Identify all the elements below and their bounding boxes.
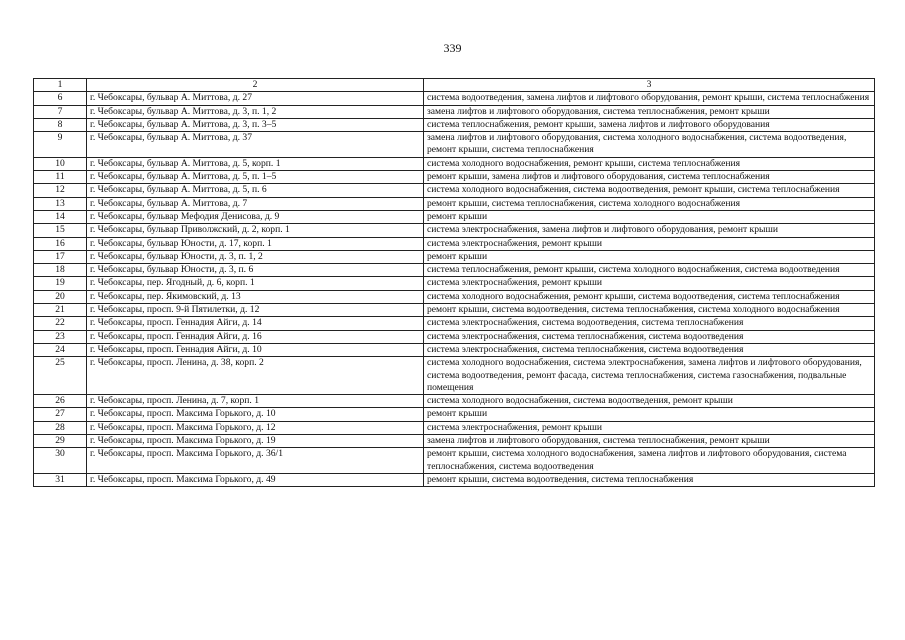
row-number: 14 bbox=[34, 210, 87, 223]
row-address: г. Чебоксары, просп. Максима Горького, д. 19 bbox=[87, 435, 424, 448]
row-address: г. Чебоксары, просп. Максима Горького, д. 36/1 bbox=[87, 448, 424, 474]
table-row bbox=[34, 157, 875, 170]
table-row bbox=[34, 357, 875, 395]
table-row bbox=[34, 250, 875, 263]
row-number: 11 bbox=[34, 171, 87, 184]
row-number: 8 bbox=[34, 118, 87, 131]
table-row bbox=[34, 304, 875, 317]
row-works: замена лифтов и лифтового оборудования, система холодного водоснабжения, система водоотведения, ремонт крыши, система теплоснабжения bbox=[424, 132, 875, 158]
row-works: система холодного водоснабжения, ремонт крыши, система теплоснабжения bbox=[424, 157, 875, 170]
table-row bbox=[34, 448, 875, 474]
row-works: система электроснабжения, ремонт крыши bbox=[424, 277, 875, 290]
row-address: г. Чебоксары, бульвар А. Миттова, д. 7 bbox=[87, 197, 424, 210]
row-address: г. Чебоксары, просп. Максима Горького, д. 10 bbox=[87, 408, 424, 421]
row-number: 19 bbox=[34, 277, 87, 290]
row-number: 15 bbox=[34, 224, 87, 237]
works-table bbox=[33, 78, 875, 487]
row-address: г. Чебоксары, просп. Ленина, д. 38, корп. 2 bbox=[87, 357, 424, 395]
table-row bbox=[34, 395, 875, 408]
table-row bbox=[34, 118, 875, 131]
row-number: 12 bbox=[34, 184, 87, 197]
table-row bbox=[34, 184, 875, 197]
row-address: г. Чебоксары, бульвар Приволжский, д. 2, корп. 1 bbox=[87, 224, 424, 237]
header-row bbox=[34, 79, 875, 92]
table-row bbox=[34, 197, 875, 210]
row-address: г. Чебоксары, бульвар А. Миттова, д. 5, п. 6 bbox=[87, 184, 424, 197]
row-number: 27 bbox=[34, 408, 87, 421]
row-address: г. Чебоксары, просп. Максима Горького, д. 12 bbox=[87, 421, 424, 434]
row-number: 18 bbox=[34, 264, 87, 277]
row-number: 30 bbox=[34, 448, 87, 474]
row-address: г. Чебоксары, просп. 9-й Пятилетки, д. 12 bbox=[87, 304, 424, 317]
row-address: г. Чебоксары, просп. Ленина, д. 7, корп. 1 bbox=[87, 395, 424, 408]
row-address: г. Чебоксары, бульвар А. Миттова, д. 27 bbox=[87, 92, 424, 105]
row-number: 9 bbox=[34, 132, 87, 158]
table-row bbox=[34, 237, 875, 250]
row-address: г. Чебоксары, бульвар А. Миттова, д. 5, п. 1–5 bbox=[87, 171, 424, 184]
row-address: г. Чебоксары, бульвар Юности, д. 17, корп. 1 bbox=[87, 237, 424, 250]
row-number: 13 bbox=[34, 197, 87, 210]
row-works: ремонт крыши bbox=[424, 210, 875, 223]
row-number: 26 bbox=[34, 395, 87, 408]
row-number: 28 bbox=[34, 421, 87, 434]
table-row bbox=[34, 330, 875, 343]
row-number: 6 bbox=[34, 92, 87, 105]
row-address: г. Чебоксары, просп. Геннадия Айги, д. 10 bbox=[87, 343, 424, 356]
row-works: система электроснабжения, замена лифтов и лифтового оборудования, ремонт крыши bbox=[424, 224, 875, 237]
row-works: ремонт крыши, система теплоснабжения, система холодного водоснабжения bbox=[424, 197, 875, 210]
row-number: 29 bbox=[34, 435, 87, 448]
table-header bbox=[34, 79, 875, 92]
row-works: система холодного водоснабжения, система водоотведения, ремонт крыши, система теплоснабжения bbox=[424, 184, 875, 197]
row-works: ремонт крыши, система водоотведения, система теплоснабжения, система холодного водоснабжения bbox=[424, 304, 875, 317]
row-address: г. Чебоксары, пер. Якимовский, д. 13 bbox=[87, 290, 424, 303]
table-row bbox=[34, 408, 875, 421]
row-works: ремонт крыши bbox=[424, 408, 875, 421]
row-address: г. Чебоксары, бульвар А. Миттова, д. 3, п. 1, 2 bbox=[87, 105, 424, 118]
row-works: ремонт крыши bbox=[424, 250, 875, 263]
table-row bbox=[34, 210, 875, 223]
row-works: система электроснабжения, ремонт крыши bbox=[424, 237, 875, 250]
row-address: г. Чебоксары, просп. Геннадия Айги, д. 16 bbox=[87, 330, 424, 343]
row-works: система холодного водоснабжения, ремонт крыши, система водоотведения, система теплоснабжения bbox=[424, 290, 875, 303]
row-number: 17 bbox=[34, 250, 87, 263]
row-works: ремонт крыши, система холодного водоснабжения, замена лифтов и лифтового оборудования, система теплоснабжения, система водоотведения bbox=[424, 448, 875, 474]
row-number: 24 bbox=[34, 343, 87, 356]
table-row bbox=[34, 105, 875, 118]
row-number: 31 bbox=[34, 473, 87, 486]
row-number: 10 bbox=[34, 157, 87, 170]
row-works: система электроснабжения, система теплоснабжения, система водоотведения bbox=[424, 343, 875, 356]
row-works: ремонт крыши, система водоотведения, система теплоснабжения bbox=[424, 473, 875, 486]
row-address: г. Чебоксары, просп. Максима Горького, д. 49 bbox=[87, 473, 424, 486]
row-works: система теплоснабжения, ремонт крыши, замена лифтов и лифтового оборудования bbox=[424, 118, 875, 131]
row-address: г. Чебоксары, бульвар А. Миттова, д. 5, корп. 1 bbox=[87, 157, 424, 170]
table-row bbox=[34, 171, 875, 184]
table-row bbox=[34, 473, 875, 486]
row-works: замена лифтов и лифтового оборудования, система теплоснабжения, ремонт крыши bbox=[424, 435, 875, 448]
row-works: замена лифтов и лифтового оборудования, система теплоснабжения, ремонт крыши bbox=[424, 105, 875, 118]
table-row bbox=[34, 435, 875, 448]
table-row bbox=[34, 277, 875, 290]
row-number: 23 bbox=[34, 330, 87, 343]
row-number: 22 bbox=[34, 317, 87, 330]
table-row bbox=[34, 92, 875, 105]
row-address: г. Чебоксары, бульвар А. Миттова, д. 37 bbox=[87, 132, 424, 158]
row-works: система электроснабжения, ремонт крыши bbox=[424, 421, 875, 434]
row-works: система теплоснабжения, ремонт крыши, система холодного водоснабжения, система водоотведения bbox=[424, 264, 875, 277]
table-row bbox=[34, 343, 875, 356]
header-col-3: 3 bbox=[424, 79, 875, 92]
row-address: г. Чебоксары, просп. Геннадия Айги, д. 14 bbox=[87, 317, 424, 330]
row-works: система электроснабжения, система теплоснабжения, система водоотведения bbox=[424, 330, 875, 343]
row-address: г. Чебоксары, бульвар А. Миттова, д. 3, п. 3–5 bbox=[87, 118, 424, 131]
row-address: г. Чебоксары, пер. Ягодный, д. 6, корп. 1 bbox=[87, 277, 424, 290]
row-number: 7 bbox=[34, 105, 87, 118]
row-address: г. Чебоксары, бульвар Мефодия Денисова, д. 9 bbox=[87, 210, 424, 223]
table-row bbox=[34, 132, 875, 158]
row-works: система холодного водоснабжения, система электроснабжения, замена лифтов и лифтового оборудования, система водоотведения, ремонт фасада, система теплоснабжения, система газоснабжения, подвальные помещения bbox=[424, 357, 875, 395]
page-number: 339 bbox=[443, 41, 462, 55]
row-address: г. Чебоксары, бульвар Юности, д. 3, п. 1, 2 bbox=[87, 250, 424, 263]
table-row bbox=[34, 421, 875, 434]
row-works: система холодного водоснабжения, система водоотведения, ремонт крыши bbox=[424, 395, 875, 408]
row-number: 21 bbox=[34, 304, 87, 317]
row-works: система электроснабжения, система водоотведения, система теплоснабжения bbox=[424, 317, 875, 330]
table-row bbox=[34, 290, 875, 303]
table-row bbox=[34, 224, 875, 237]
table-row bbox=[34, 264, 875, 277]
row-works: ремонт крыши, замена лифтов и лифтового оборудования, система теплоснабжения bbox=[424, 171, 875, 184]
header-col-1: 1 bbox=[34, 79, 87, 92]
row-number: 16 bbox=[34, 237, 87, 250]
row-works: система водоотведения, замена лифтов и лифтового оборудования, ремонт крыши, система теплоснабжения bbox=[424, 92, 875, 105]
table-row bbox=[34, 317, 875, 330]
row-number: 25 bbox=[34, 357, 87, 395]
row-address: г. Чебоксары, бульвар Юности, д. 3, п. 6 bbox=[87, 264, 424, 277]
table-body bbox=[34, 92, 875, 487]
row-number: 20 bbox=[34, 290, 87, 303]
header-col-2: 2 bbox=[87, 79, 424, 92]
